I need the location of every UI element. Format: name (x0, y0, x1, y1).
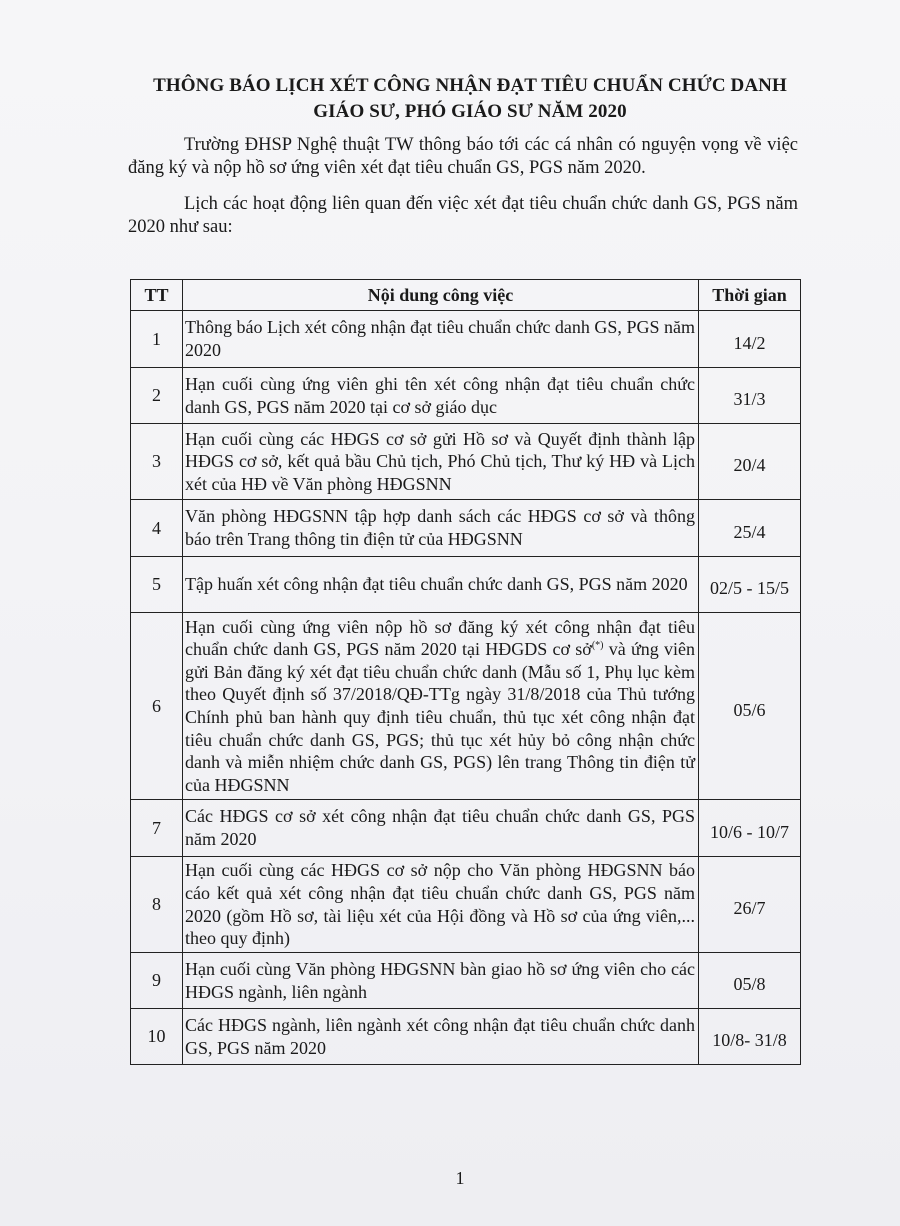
document-title-line-2: GIÁO SƯ, PHÓ GIÁO SƯ NĂM 2020 (313, 101, 627, 122)
footnote-mark: (*) (591, 640, 604, 652)
row-content: Hạn cuối cùng ứng viên ghi tên xét công nhận đạt tiêu chuẩn chức danh GS, PGS năm 2020 tại cơ sở giáo dục (183, 368, 699, 424)
row-time: 25/4 (699, 500, 801, 557)
row-time: 05/6 (699, 613, 801, 800)
table-row (131, 424, 801, 500)
table-row (131, 953, 801, 1009)
table-row (131, 557, 801, 613)
header-content: Nội dung công việc (183, 280, 699, 311)
page-number: 1 (455, 1168, 465, 1188)
row-content (183, 613, 699, 800)
intro-paragraph-text: Trường ĐHSP Nghệ thuật TW thông báo tới các cá nhân có nguyện vọng về việc đăng ký và nộp hồ sơ ứng viên xét đạt tiêu chuẩn GS, PGS năm 2020. (128, 135, 798, 178)
table-row (131, 857, 801, 953)
row-number: 3 (131, 424, 183, 500)
schedule-table (130, 279, 801, 1065)
row-time: 31/3 (699, 368, 801, 424)
row-time: 20/4 (699, 424, 801, 500)
row-time: 10/8- 31/8 (699, 1009, 801, 1065)
document-title-line-1: THÔNG BÁO LỊCH XÉT CÔNG NHẬN ĐẠT TIÊU CHUẨN CHỨC DANH (153, 75, 787, 96)
row-time: 02/5 - 15/5 (699, 557, 801, 613)
row-time: 10/6 - 10/7 (699, 800, 801, 857)
intro-paragraph (128, 134, 798, 180)
row-number: 9 (131, 953, 183, 1009)
row-number: 5 (131, 557, 183, 613)
row-number: 1 (131, 311, 183, 368)
row-time: 05/8 (699, 953, 801, 1009)
row-content: Tập huấn xét công nhận đạt tiêu chuẩn chức danh GS, PGS năm 2020 (183, 557, 699, 613)
table-header-row (131, 280, 801, 311)
row-number: 10 (131, 1009, 183, 1065)
row-content-part-2: và ứng viên gửi Bản đăng ký xét đạt tiêu chuẩn chức danh (Mẫu số 1, Phụ lục kèm theo Quyết định số 37/2018/QĐ-TTg ngày 31/8/2018 của Thủ tướng Chính phủ ban hành quy định tiêu chuẩn, thủ tục xét công nhận đạt tiêu chuẩn chức danh GS, PGS; thủ tục xét hủy bỏ công nhận chức danh và miễn nhiệm chức danh GS, PGS) lên trang Thông tin điện tử của HĐGSNN (185, 639, 695, 795)
table-row (131, 368, 801, 424)
header-time: Thời gian (699, 280, 801, 311)
schedule-intro-paragraph (128, 193, 798, 239)
table-row (131, 1009, 801, 1065)
row-time: 14/2 (699, 311, 801, 368)
row-content: Hạn cuối cùng các HĐGS cơ sở gửi Hồ sơ và Quyết định thành lập HĐGS cơ sở, kết quả bầu Chủ tịch, Phó Chủ tịch, Thư ký HĐ và Lịch xét của HĐ về Văn phòng HĐGSNN (183, 424, 699, 500)
row-number: 6 (131, 613, 183, 800)
row-content: Văn phòng HĐGSNN tập hợp danh sách các HĐGS cơ sở và thông báo trên Trang thông tin điện tử của HĐGSNN (183, 500, 699, 557)
schedule-intro-text: Lịch các hoạt động liên quan đến việc xét đạt tiêu chuẩn chức danh GS, PGS năm 2020 như sau: (128, 194, 798, 237)
row-time: 26/7 (699, 857, 801, 953)
table-row (131, 800, 801, 857)
row-content: Các HĐGS ngành, liên ngành xét công nhận đạt tiêu chuẩn chức danh GS, PGS năm 2020 (183, 1009, 699, 1065)
table-row (131, 500, 801, 557)
table-row (131, 613, 801, 800)
table-row (131, 311, 801, 368)
row-content-part-1: Hạn cuối cùng ứng viên nộp hồ sơ đăng ký xét công nhận đạt tiêu chuẩn chức danh GS, PGS năm 2020 tại HĐGDS cơ sở (185, 616, 695, 660)
header-tt: TT (131, 280, 183, 311)
row-content: Hạn cuối cùng các HĐGS cơ sở nộp cho Văn phòng HĐGSNN báo cáo kết quả xét công nhận đạt tiêu chuẩn chức danh GS, PGS năm 2020 (gồm Hồ sơ, tài liệu xét của Hội đồng và Hồ sơ của ứng viên,... theo quy định) (183, 857, 699, 953)
row-content: Các HĐGS cơ sở xét công nhận đạt tiêu chuẩn chức danh GS, PGS năm 2020 (183, 800, 699, 857)
row-number: 7 (131, 800, 183, 857)
row-number: 2 (131, 368, 183, 424)
row-content: Hạn cuối cùng Văn phòng HĐGSNN bàn giao hồ sơ ứng viên cho các HĐGS ngành, liên ngành (183, 953, 699, 1009)
row-number: 4 (131, 500, 183, 557)
row-number: 8 (131, 857, 183, 953)
row-content: Thông báo Lịch xét công nhận đạt tiêu chuẩn chức danh GS, PGS năm 2020 (183, 311, 699, 368)
